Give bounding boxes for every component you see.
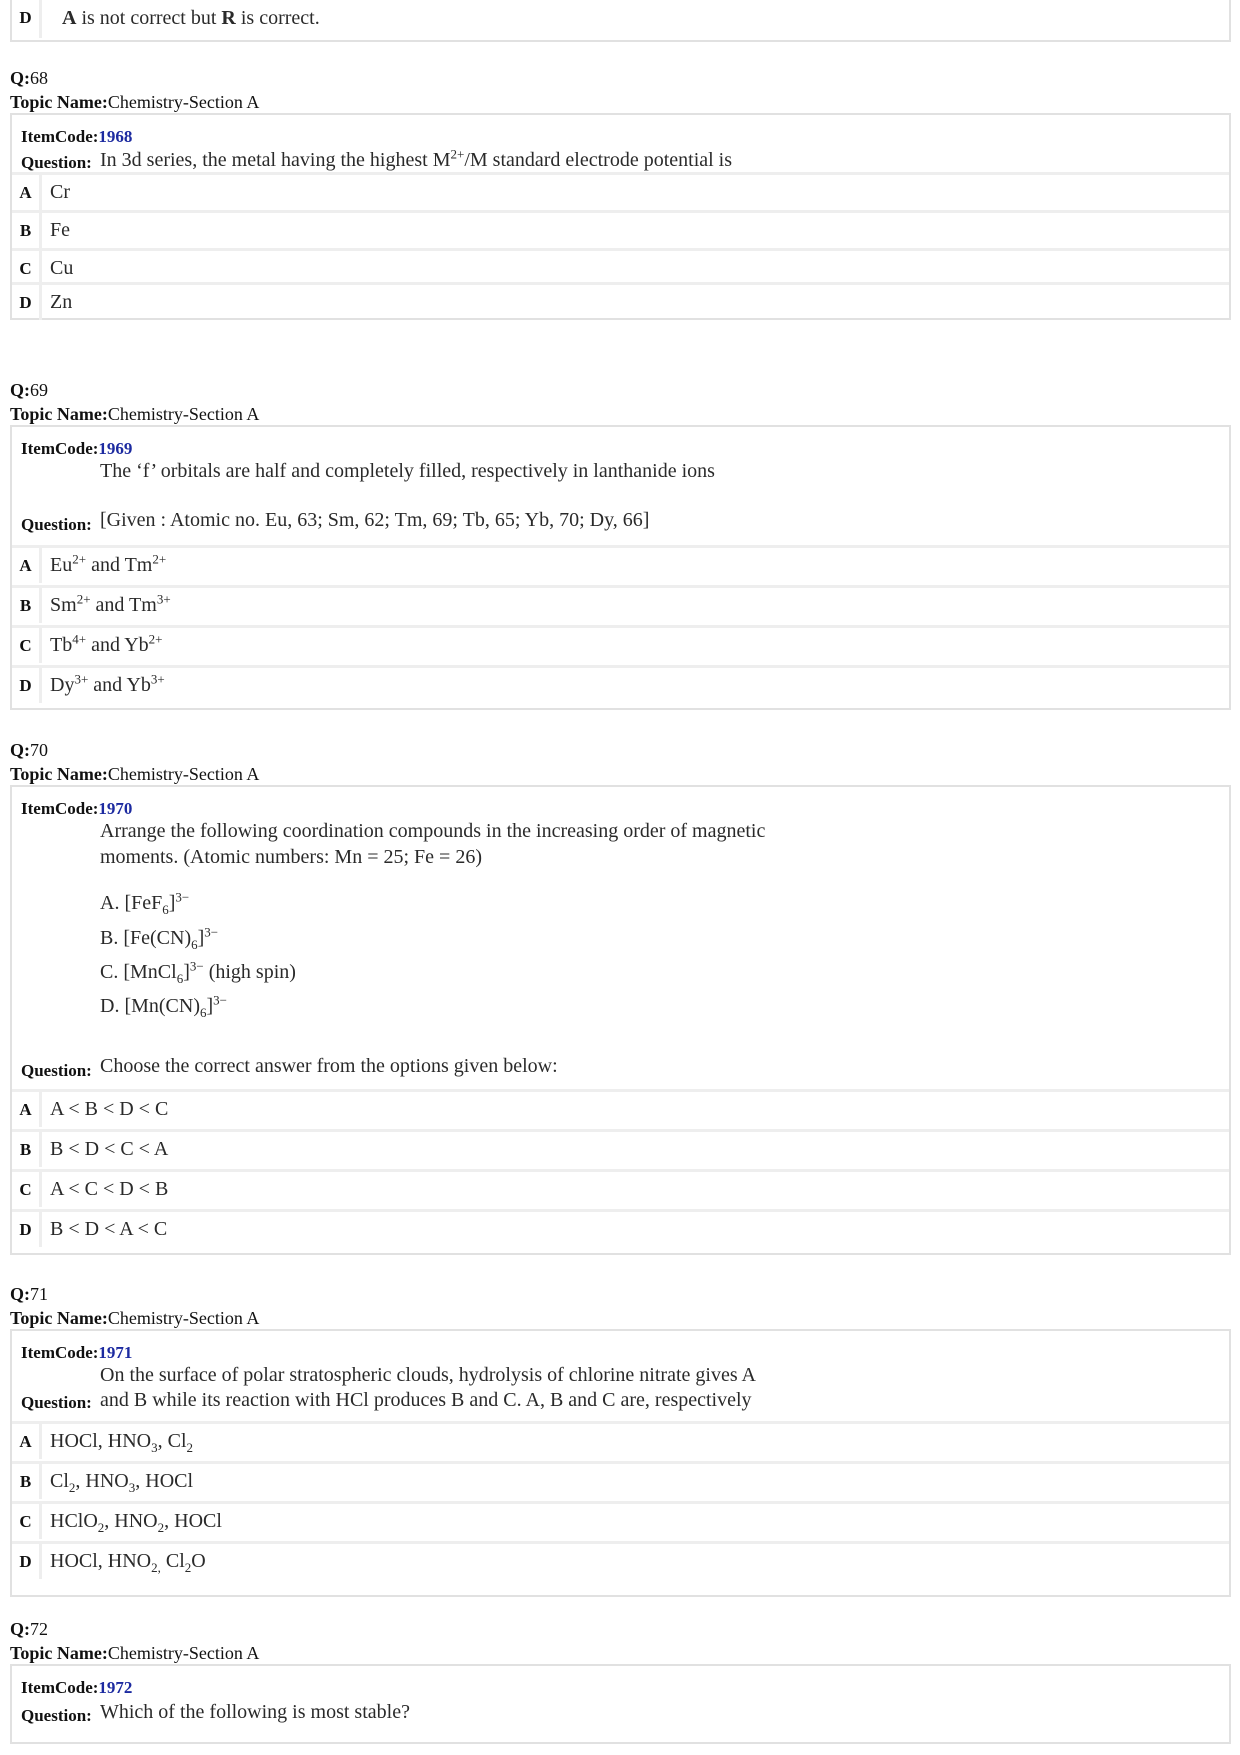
question-number: Q:72 <box>10 1619 48 1639</box>
question-text: Which of the following is most stable? <box>100 1701 410 1723</box>
question-text-line2: [Given : Atomic no. Eu, 63; Sm, 62; Tm, 69; Tb, 65; Yb, 70; Dy, 66] <box>100 509 650 531</box>
question-number: Q:68 <box>10 68 48 88</box>
option-c-row[interactable] <box>12 1501 1229 1539</box>
option-d-row[interactable] <box>12 1541 1229 1579</box>
option-key: C <box>12 251 42 286</box>
option-b-row[interactable] <box>12 1461 1229 1499</box>
item-code: ItemCode:1971 <box>21 1343 133 1362</box>
option-text: Zn <box>50 291 73 313</box>
compound-list-item: A. $[FeF_6]^{3-}$ <box>100 889 190 917</box>
item-code: ItemCode:1972 <box>21 1678 133 1697</box>
item-code: ItemCode:1969 <box>21 439 133 458</box>
option-text: $Sm^{2+}$ and $Tm^{3+}$ <box>50 591 171 616</box>
question-card-71 <box>10 1329 1231 1597</box>
question-text-line1: The ‘f’ orbitals are half and completely filled, respectively in lanthanide ions <box>100 460 715 482</box>
option-a-row[interactable] <box>12 545 1229 583</box>
topic-name: Topic Name:Chemistry-Section A <box>10 92 260 112</box>
option-d-row[interactable] <box>12 0 1229 38</box>
question-text-line2: and B while its reaction with HCl produces B and C. A, B and C are, respectively <box>100 1389 752 1411</box>
option-b-row[interactable] <box>12 585 1229 623</box>
option-a-row[interactable] <box>12 172 1229 210</box>
option-key: B <box>12 1132 42 1167</box>
option-b-row[interactable] <box>12 1129 1229 1167</box>
option-key: A <box>12 548 42 583</box>
question-label: Question: <box>21 1061 92 1080</box>
option-key: A <box>12 1424 42 1459</box>
option-d-row[interactable] <box>12 665 1229 703</box>
topic-name: Topic Name:Chemistry-Section A <box>10 404 260 424</box>
question-card-68 <box>10 113 1231 320</box>
prev-question-option-card <box>10 0 1231 42</box>
option-key: A <box>12 1092 42 1127</box>
question-text-line1: On the surface of polar stratospheric clouds, hydrolysis of chlorine nitrate gives A <box>100 1364 756 1386</box>
option-key: C <box>12 1504 42 1539</box>
option-a-row[interactable] <box>12 1089 1229 1127</box>
option-text-mid: is not correct but <box>76 7 222 29</box>
option-key: D <box>12 0 42 38</box>
question-card-69 <box>10 425 1231 710</box>
option-text <box>62 0 320 38</box>
option-key: D <box>12 1212 42 1247</box>
question-number: Q:70 <box>10 740 48 760</box>
option-key: A <box>12 175 42 210</box>
compound-list-item: B. $[Fe(CN)_6]^{3-}$ <box>100 924 219 952</box>
question-text-line2: moments. (Atomic numbers: Mn = 25; Fe = 26) <box>100 846 482 868</box>
option-key: D <box>12 285 42 320</box>
option-text: $Cl_2$, $HNO_3$, HOCl <box>50 1470 194 1495</box>
option-text: Cu <box>50 257 74 279</box>
option-key: D <box>12 668 42 703</box>
option-c-row[interactable] <box>12 625 1229 663</box>
option-key: C <box>12 628 42 663</box>
topic-name: Topic Name:Chemistry-Section A <box>10 764 260 784</box>
option-text: $Eu^{2+}$ and $Tm^{2+}$ <box>50 551 167 576</box>
option-key: D <box>12 1544 42 1579</box>
question-label: Question: <box>21 153 92 172</box>
question-card-72 <box>10 1664 1231 1744</box>
option-key: C <box>12 1172 42 1207</box>
option-text: HOCl, $HNO_{2,}$ $Cl_2O$ <box>50 1550 206 1575</box>
option-key: B <box>12 1464 42 1499</box>
question-number: Q:71 <box>10 1284 48 1304</box>
item-code: ItemCode:1970 <box>21 799 133 818</box>
question-label: Question: <box>21 1706 92 1725</box>
topic-name: Topic Name:Chemistry-Section A <box>10 1308 260 1328</box>
question-text-last: Choose the correct answer from the options given below: <box>100 1055 558 1077</box>
question-card-70 <box>10 785 1231 1255</box>
option-d-row[interactable] <box>12 1209 1229 1247</box>
compound-list-item: D. $[Mn(CN)_6]^{3-}$ <box>100 992 228 1020</box>
option-text: Fe <box>50 219 70 241</box>
compound-list-item: C. [MnCl$_6$]$^{3-}$ (high spin) <box>100 958 296 986</box>
option-text: Cr <box>50 181 70 203</box>
option-text: $Dy^{3+}$ and $Yb^{3+}$ <box>50 671 165 696</box>
item-code: ItemCode:1968 <box>21 127 133 146</box>
option-a-row[interactable] <box>12 1421 1229 1459</box>
assertion-label: A <box>62 7 77 29</box>
option-text: B < D < C < A <box>50 1138 169 1160</box>
question-number: Q:69 <box>10 380 48 400</box>
option-text-end: is correct. <box>235 7 320 29</box>
option-d-row[interactable] <box>12 282 1229 320</box>
option-text: HClO$_2$, $HNO_2$, HOCl <box>50 1510 222 1535</box>
option-text: A < B < D < C <box>50 1098 169 1120</box>
option-text: B < D < A < C <box>50 1218 168 1240</box>
question-text: In 3d series, the metal having the highest $M^{2+}/M$ standard electrode potential is <box>100 146 733 171</box>
topic-name: Topic Name:Chemistry-Section A <box>10 1643 260 1663</box>
question-label: Question: <box>21 1393 92 1412</box>
option-c-row[interactable] <box>12 1169 1229 1207</box>
option-b-row[interactable] <box>12 210 1229 248</box>
option-key: B <box>12 588 42 623</box>
option-key: B <box>12 213 42 248</box>
reason-label: R <box>221 7 236 29</box>
option-text: HOCl, $HNO_3$, $Cl_2$ <box>50 1430 194 1455</box>
option-text: $Tb^{4+}$ and $Yb^{2+}$ <box>50 631 163 656</box>
option-c-row[interactable] <box>12 248 1229 286</box>
question-text-line1: Arrange the following coordination compounds in the increasing order of magnetic <box>100 820 766 842</box>
question-label: Question: <box>21 515 92 534</box>
option-text: A < C < D < B <box>50 1178 169 1200</box>
